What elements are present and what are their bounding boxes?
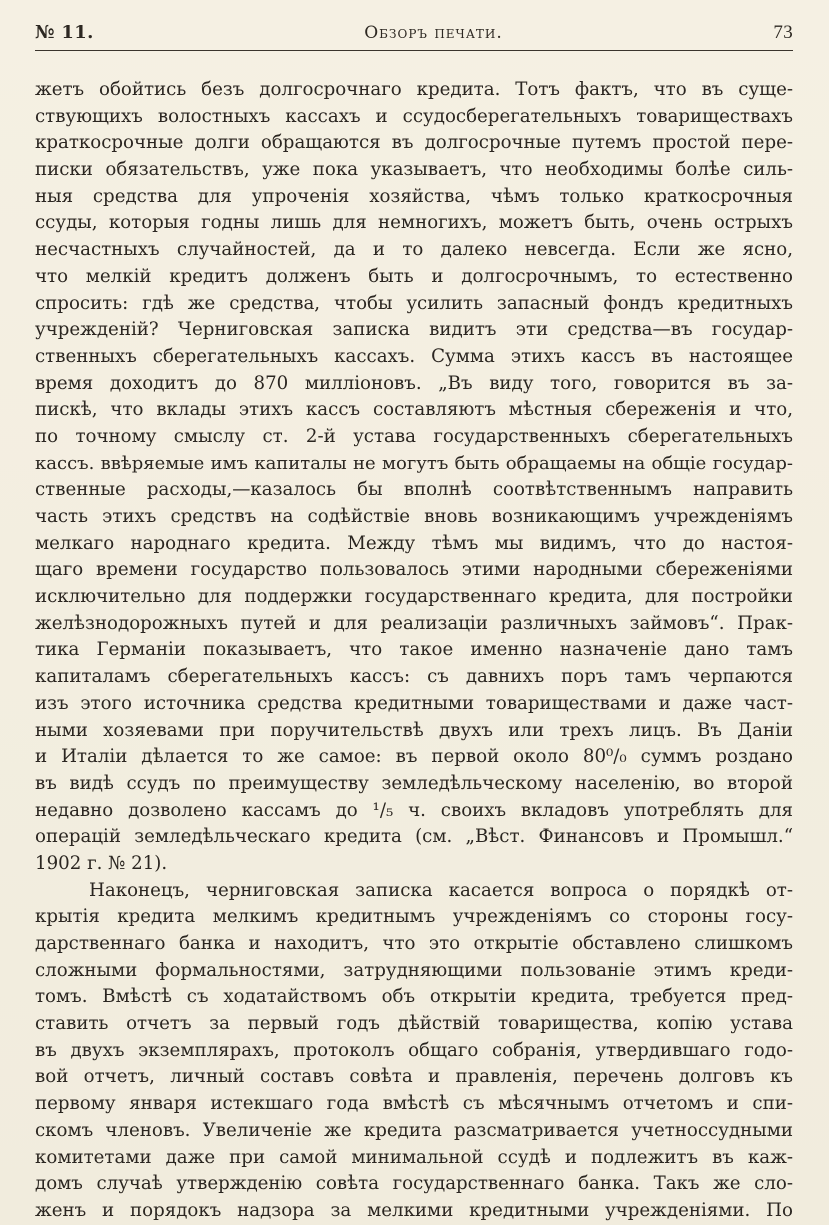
section-title: Обзоръ печати. <box>364 23 503 43</box>
page-number: 73 <box>773 22 793 43</box>
text-line: недавно дозволено кассамъ до ¹/₅ ч. своихъ вкладовъ употреблять для <box>35 799 793 821</box>
text-line: домъ случаѣ утвержденію совѣта государственнаго банка. Такъ же сло- <box>35 1173 793 1195</box>
text-line: операцій земледѣльческаго кредита (см. „Вѣст. Финансовъ и Промышл.“ <box>35 826 793 848</box>
text-line: и Италіи дѣлается то же самое: въ первой около 80⁰/₀ суммъ роздано <box>35 746 793 768</box>
text-line: 1902 г. № 21). <box>35 852 168 874</box>
text-line: тика Германіи показываетъ, что такое именно назначеніе дано тамъ <box>35 639 793 661</box>
text-line: томъ. Вмѣстѣ съ ходатайствомъ объ открытіи кредита, требуется пред- <box>35 986 793 1008</box>
text-line: что мелкій кредитъ долженъ быть и долгосрочнымъ, то естественно <box>35 265 793 287</box>
text-line: по точному смыслу ст. 2-й устава государственныхъ сберегательныхъ <box>35 425 793 447</box>
text-line: ныя средства для упроченія хозяйства, чѣмъ только краткосрочныя <box>35 185 793 207</box>
issue-number: № 11. <box>35 22 94 43</box>
text-line: сложными формальностями, затрудняющими пользованіе этимъ креди- <box>35 959 793 981</box>
text-line: учрежденій? Черниговская записка видитъ эти средства—въ государ- <box>35 319 793 341</box>
text-line: ссуды, которыя годны лишь для немногихъ, можетъ быть, очень острыхъ <box>35 212 793 234</box>
text-line: крытія кредита мелкимъ кредитнымъ учрежденіямъ со стороны госу- <box>35 906 793 928</box>
text-line: несчастныхъ случайностей, да и то далеко невсегда. Если же ясно, <box>35 239 793 261</box>
text-line: ставить отчетъ за первый годъ дѣйствій товарищества, копію устава <box>35 1013 793 1035</box>
text-line: скомъ членовъ. Увеличеніе же кредита разсматривается учетноссудными <box>35 1119 793 1141</box>
text-line: капиталамъ сберегательныхъ кассъ: съ давнихъ поръ тамъ черпаются <box>35 666 793 688</box>
text-line: время доходитъ до 870 милліоновъ. „Въ виду того, говорится въ за- <box>35 372 793 394</box>
running-header <box>35 18 793 51</box>
text-line: Наконецъ, черниговская записка касается вопроса о порядкѣ от- <box>89 879 793 901</box>
text-line: часть этихъ средствъ на содѣйствіе вновь возникающимъ учрежденіямъ <box>35 506 793 527</box>
text-line: ственныхъ сберегательныхъ кассахъ. Сумма этихъ кассъ въ настоящее <box>35 345 793 367</box>
text-line: ными хозяевами при поручительствѣ двухъ или трехъ лицъ. Въ Даніи <box>35 719 793 741</box>
text-line: дарственнаго банка и находитъ, что это открытіе обставлено слишкомъ <box>35 933 793 954</box>
body-text <box>35 77 793 1225</box>
text-line: въ видѣ ссудъ по преимуществу земледѣльческому населенію, во второй <box>35 772 793 794</box>
text-line: мелкаго народнаго кредита. Между тѣмъ мы видимъ, что до настоя- <box>35 532 793 554</box>
text-line: комитетами даже при самой минимальной ссудѣ и подлежитъ въ каж- <box>35 1146 793 1168</box>
text-line: пискѣ, что вклады этихъ кассъ составляютъ мѣстныя сбереженія и что, <box>35 399 793 421</box>
text-line: въ двухъ экземплярахъ, протоколъ общаго собранія, утвердившаго годо- <box>35 1039 793 1061</box>
text-line: краткосрочные долги обращаются въ долгосрочные путемъ простой пере- <box>35 132 793 154</box>
text-line: вой отчетъ, личный составъ совѣта и правленія, перечень долговъ къ <box>35 1066 793 1088</box>
text-line: ствующихъ волостныхъ кассахъ и ссудосберегательныхъ товариществахъ <box>35 105 793 127</box>
text-line: изъ этого источника средства кредитными товариществами и даже част- <box>35 692 793 714</box>
text-line: ственные расходы,—казалось бы вполнѣ соотвѣтственнымъ направить <box>35 479 793 501</box>
text-line: щаго времени государство пользовалось этими народными сбереженіями <box>35 559 793 581</box>
text-line: женъ и порядокъ надзора за мелкими кредитными учрежденіями. По <box>35 1199 793 1221</box>
text-line: первому января истекшаго года вмѣстѣ съ мѣсячнымъ отчетомъ и спи- <box>35 1093 793 1115</box>
text-line: спросить: гдѣ же средства, чтобы усилить запасный фондъ кредитныхъ <box>35 292 793 314</box>
text-line: писки обязательствъ, уже пока указываетъ, что необходимы болѣе силь- <box>35 159 793 181</box>
text-line: исключительно для поддержки государственнаго кредита, для постройки <box>35 586 793 608</box>
text-line: жетъ обойтись безъ долгосрочнаго кредита. Тотъ фактъ, что въ суще- <box>35 79 793 100</box>
text-line: желѣзнодорожныхъ путей и для реализаціи различныхъ займовъ“. Прак- <box>35 612 793 634</box>
text-line: кассъ. ввѣряемые имъ капиталы не могутъ быть обращаемы на общіе государ- <box>35 452 793 474</box>
